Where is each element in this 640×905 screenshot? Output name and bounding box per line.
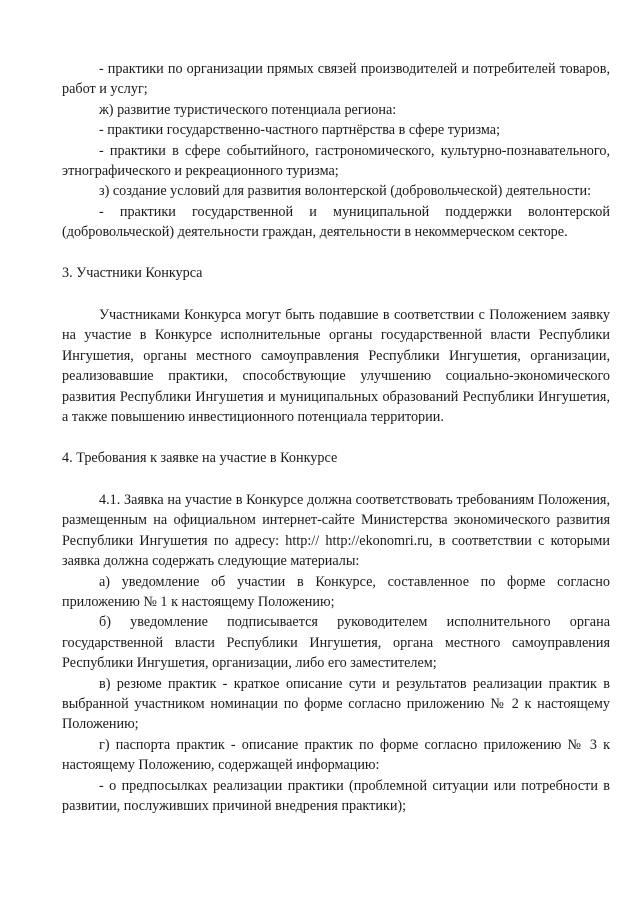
- paragraph: б) уведомление подписывается руководителем исполнительного органа государственной власти Республики Ингушетия, органа местного самоуправления Республики Ингушетия, организации, либо его заместителем;: [62, 614, 610, 672]
- paragraph: ж) развитие туристического потенциала региона:: [99, 101, 397, 118]
- paragraph: - практики в сфере событийного, гастрономического, культурно-познавательного, этнографического и рекреационного туризма;: [62, 142, 610, 180]
- paragraph: з) создание условий для развития волонтерской (добровольческой) деятельности:: [99, 183, 592, 200]
- paragraph: - практики государственно-частного партнёрства в сфере туризма;: [99, 122, 501, 139]
- paragraph: г) паспорта практик - описание практик по форме согласно приложению № 3 к настоящему Положению, содержащей информацию:: [62, 736, 610, 774]
- paragraph: Участниками Конкурса могут быть подавшие в соответствии с Положением заявку на участие в Конкурсе исполнительные органы государственной власти Республики Ингушетия, органы местного самоуправления Республики Ингушетия, организации, реализовавшие практики, способствующие улучшению социально-экономического развития Республики Ингушетия и муниципальных образований Республики Ингушетия, а также повышению инвестиционного потенциала территории.: [62, 307, 610, 426]
- paragraph: - практики государственной и муниципальной поддержки волонтерской (добровольческой) деятельности граждан, деятельности в некоммерческом секторе.: [62, 203, 610, 241]
- paragraph: а) уведомление об участии в Конкурсе, составленное по форме согласно приложению № 1 к настоящему Положению;: [62, 573, 610, 610]
- paragraph: - практики по организации прямых связей производителей и потребителей товаров, работ и услуг;: [62, 61, 610, 98]
- paragraph: 4.1. Заявка на участие в Конкурсе должна соответствовать требованиям Положения, размещенным на официальном интернет-сайте Министерства экономического развития Республики Ингушетия по адресу: http:// http://ekonomri.ru, в соответствии с которыми заявка должна содержать следующие материалы:: [62, 491, 610, 570]
- section-heading: 3. Участники Конкурса: [62, 264, 203, 281]
- section-heading: 4. Требования к заявке на участие в Конкурсе: [62, 449, 338, 466]
- paragraph: в) резюме практик - краткое описание сути и результатов реализации практик в выбранной участником номинации по форме согласно приложению № 2 к настоящему Положению;: [62, 675, 610, 733]
- paragraph: - о предпосылках реализации практики (проблемной ситуации или потребности в развитии, послуживших причиной внедрения практики);: [62, 777, 610, 814]
